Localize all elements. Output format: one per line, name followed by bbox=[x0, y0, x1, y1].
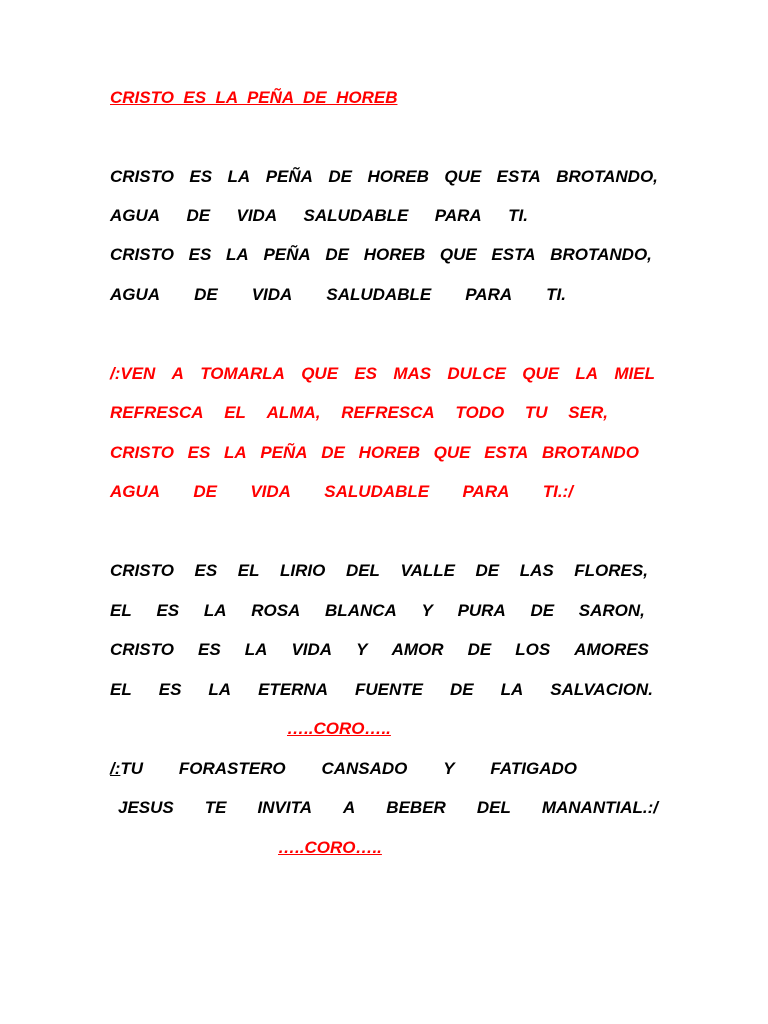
word: LA bbox=[500, 680, 524, 699]
word: LA bbox=[244, 640, 268, 659]
word: ALMA, bbox=[266, 403, 321, 422]
word: LA bbox=[575, 364, 599, 383]
verse1-line-4 bbox=[110, 284, 566, 306]
word: FORASTERO bbox=[178, 759, 286, 778]
word: CANSADO bbox=[321, 759, 408, 778]
word: CRISTO bbox=[110, 167, 174, 186]
word: PURA bbox=[457, 601, 506, 620]
word: VALLE bbox=[400, 561, 455, 580]
word: Y bbox=[443, 759, 455, 778]
word: DE bbox=[193, 482, 218, 501]
word: QUE bbox=[439, 245, 477, 264]
word: JESUS bbox=[118, 798, 174, 817]
word: LOS bbox=[515, 640, 551, 659]
chorus-line-3 bbox=[110, 442, 639, 464]
word: /:VEN bbox=[110, 364, 156, 383]
word: ROSA bbox=[251, 601, 301, 620]
word: FLORES, bbox=[574, 561, 648, 580]
word: LA bbox=[208, 680, 232, 699]
word: ES bbox=[188, 245, 212, 264]
word: TU bbox=[524, 403, 548, 422]
word: CRISTO bbox=[110, 245, 174, 264]
word: PARA bbox=[434, 206, 482, 225]
word: AMORES bbox=[574, 640, 649, 659]
word: DE bbox=[325, 245, 350, 264]
word: HOREB bbox=[358, 443, 420, 462]
word: ESTA bbox=[484, 443, 529, 462]
word: TE bbox=[204, 798, 227, 817]
coro-label-2: …..CORO….. bbox=[278, 838, 382, 857]
word: SALUDABLE bbox=[324, 482, 430, 501]
word: LA bbox=[227, 167, 251, 186]
word: BROTANDO, bbox=[550, 245, 652, 264]
word: BLANCA bbox=[325, 601, 397, 620]
word: DE bbox=[194, 285, 218, 304]
word: LA bbox=[203, 601, 227, 620]
word: EL bbox=[224, 403, 246, 422]
word: BROTANDO, bbox=[556, 167, 658, 186]
word: VIDA bbox=[251, 285, 293, 304]
word: TI.:/ bbox=[542, 482, 573, 501]
word: TOMARLA bbox=[200, 364, 285, 383]
word: VIDA bbox=[236, 206, 278, 225]
verse3-line-1 bbox=[110, 758, 577, 780]
word: REFRESCA bbox=[110, 403, 204, 422]
word: DEL bbox=[476, 798, 511, 817]
word: AMOR bbox=[391, 640, 444, 659]
word: VIDA bbox=[291, 640, 333, 659]
word: QUE bbox=[444, 167, 482, 186]
verse1-line-1 bbox=[110, 166, 658, 188]
verse2-line-1 bbox=[110, 560, 648, 582]
word: REFRESCA bbox=[341, 403, 435, 422]
word: PEÑA bbox=[263, 245, 311, 264]
word: DE bbox=[450, 680, 474, 699]
word: EL bbox=[110, 601, 132, 620]
word: DULCE bbox=[447, 364, 506, 383]
word: Y bbox=[421, 601, 433, 620]
word: EL bbox=[237, 561, 260, 580]
word: DEL bbox=[345, 561, 380, 580]
verse2-line-3 bbox=[110, 639, 649, 661]
word: TU bbox=[120, 759, 144, 778]
word: DE bbox=[467, 640, 492, 659]
coro-label-1: …..CORO….. bbox=[287, 719, 391, 738]
verse3-line-2 bbox=[118, 797, 658, 819]
word: PEÑA bbox=[260, 443, 308, 462]
word: QUE bbox=[301, 364, 339, 383]
word: TODO bbox=[455, 403, 505, 422]
word: A bbox=[171, 364, 184, 383]
word: HOREB bbox=[367, 167, 429, 186]
word: BEBER bbox=[386, 798, 446, 817]
word: ESTA bbox=[491, 245, 536, 264]
word: ES bbox=[197, 640, 221, 659]
word: PARA bbox=[462, 482, 510, 501]
word: SALUDABLE bbox=[326, 285, 432, 304]
word: LA bbox=[226, 245, 249, 264]
word: AGUA bbox=[110, 206, 161, 225]
word: QUE bbox=[522, 364, 560, 383]
verse2-line-2 bbox=[110, 600, 645, 622]
word: CRISTO bbox=[110, 640, 174, 659]
word: EL bbox=[110, 680, 132, 699]
word: SARON, bbox=[578, 601, 645, 620]
word: AGUA bbox=[110, 285, 161, 304]
word: CRISTO bbox=[110, 443, 174, 462]
word: HOREB bbox=[363, 245, 426, 264]
word: VIDA bbox=[250, 482, 291, 501]
word: SER, bbox=[568, 403, 608, 422]
word: MANANTIAL.:/ bbox=[541, 798, 658, 817]
word: LAS bbox=[519, 561, 554, 580]
word: MIEL bbox=[614, 364, 655, 383]
word: PARA bbox=[465, 285, 513, 304]
word: FUENTE bbox=[355, 680, 423, 699]
repeat-mark: /: bbox=[110, 759, 121, 778]
word: ES bbox=[158, 680, 182, 699]
word: SALUDABLE bbox=[303, 206, 409, 225]
word: TI. bbox=[508, 206, 528, 225]
word: ES bbox=[156, 601, 180, 620]
word: SALVACION. bbox=[550, 680, 653, 699]
word: FATIGADO bbox=[490, 759, 577, 778]
word: ESTA bbox=[496, 167, 541, 186]
word: ETERNA bbox=[258, 680, 328, 699]
word: MAS bbox=[393, 364, 432, 383]
word: Y bbox=[356, 640, 368, 659]
word: DE bbox=[321, 443, 345, 462]
word: DE bbox=[530, 601, 555, 620]
word: ES bbox=[194, 561, 218, 580]
word: PEÑA bbox=[265, 167, 313, 186]
word: LA bbox=[223, 443, 247, 462]
word bbox=[110, 758, 143, 780]
word: INVITA bbox=[257, 798, 312, 817]
word: BROTANDO bbox=[541, 443, 639, 462]
verse1-line-2 bbox=[110, 205, 528, 227]
verse1-line-3 bbox=[110, 244, 652, 266]
word: ES bbox=[189, 167, 213, 186]
verse2-line-4 bbox=[110, 679, 653, 701]
word: QUE bbox=[433, 443, 471, 462]
word: A bbox=[343, 798, 356, 817]
word: DE bbox=[475, 561, 500, 580]
word: TI. bbox=[546, 285, 566, 304]
word: DE bbox=[186, 206, 211, 225]
word: CRISTO bbox=[110, 561, 174, 580]
chorus-line-1 bbox=[110, 363, 655, 385]
chorus-line-4 bbox=[110, 481, 573, 503]
song-title: CRISTO ES LA PEÑA DE HOREB bbox=[110, 88, 398, 107]
chorus-line-2 bbox=[110, 402, 608, 424]
word: ES bbox=[354, 364, 378, 383]
word: ES bbox=[187, 443, 211, 462]
word: AGUA bbox=[110, 482, 161, 501]
word: DE bbox=[328, 167, 353, 186]
word: LIRIO bbox=[280, 561, 326, 580]
